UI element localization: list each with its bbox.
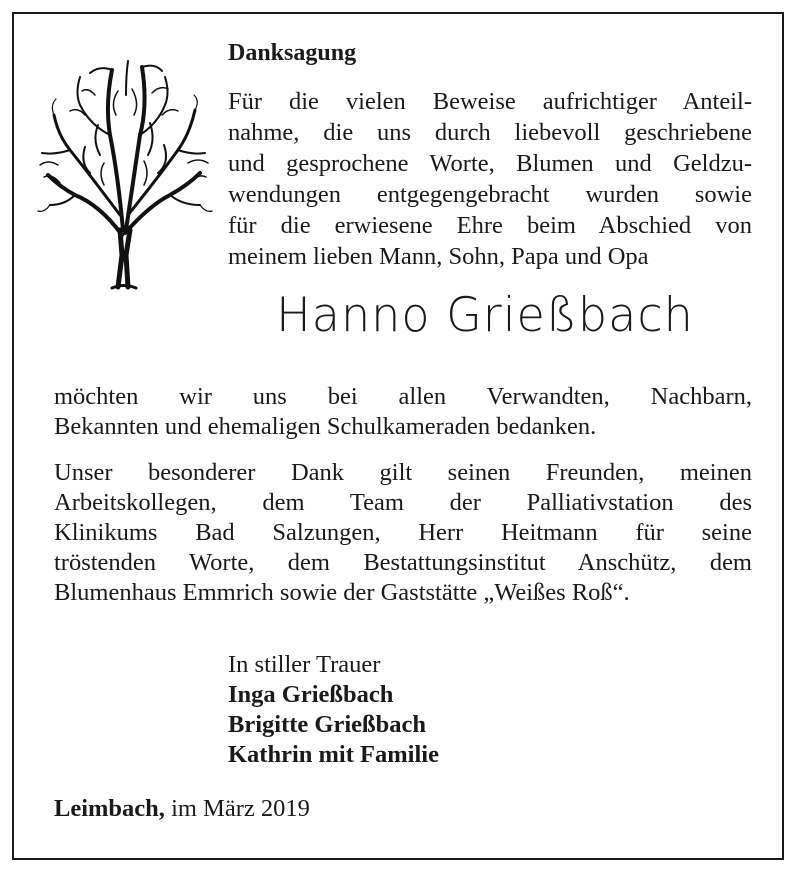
- intro-paragraph: [228, 86, 752, 272]
- intro-line: und gesprochene Worte, Blumen und Geldzu-: [228, 150, 752, 177]
- paragraph-line: Blumenhaus Emmrich sowie der Gaststätte „Weißes Roß“.: [54, 579, 630, 606]
- place-date: [54, 795, 310, 823]
- paragraph-line: Klinikums Bad Salzungen, Herr Heitmann für seine: [54, 519, 752, 546]
- tree-icon: [30, 55, 215, 290]
- mourner-name: Kathrin mit Familie: [228, 741, 439, 768]
- paragraph-line: tröstenden Worte, dem Bestattungsinstitut Anschütz, dem: [54, 549, 752, 576]
- intro-line: für die erwiesene Ehre beim Abschied von: [228, 212, 752, 239]
- thanks-paragraph: [54, 382, 752, 442]
- heading: Danksagung: [228, 40, 357, 66]
- intro-line: meinem lieben Mann, Sohn, Papa und Opa: [228, 243, 649, 270]
- mourners-block: [228, 650, 439, 770]
- intro-line: nahme, die uns durch liebevoll geschriebene: [228, 119, 752, 146]
- paragraph-line: Unser besonderer Dank gilt seinen Freunden, meinen: [54, 459, 752, 486]
- paragraph-line: Bekannten und ehemaligen Schulkameraden bedanken.: [54, 413, 597, 440]
- deceased-name: Hanno Grießbach: [276, 288, 694, 343]
- place: Leimbach,: [54, 795, 165, 822]
- intro-line: Für die vielen Beweise aufrichtiger Anteil-: [228, 88, 752, 115]
- mourner-name: Inga Grießbach: [228, 681, 394, 708]
- date: im März 2019: [171, 795, 310, 822]
- special-thanks-paragraph: [54, 458, 752, 608]
- paragraph-line: Arbeitskollegen, dem Team der Palliativstation des: [54, 489, 752, 516]
- mourning-intro: In stiller Trauer: [228, 651, 381, 678]
- paragraph-line: möchten wir uns bei allen Verwandten, Nachbarn,: [54, 383, 752, 410]
- mourner-name: Brigitte Grießbach: [228, 711, 427, 738]
- intro-line: wendungen entgegengebracht wurden sowie: [228, 181, 752, 208]
